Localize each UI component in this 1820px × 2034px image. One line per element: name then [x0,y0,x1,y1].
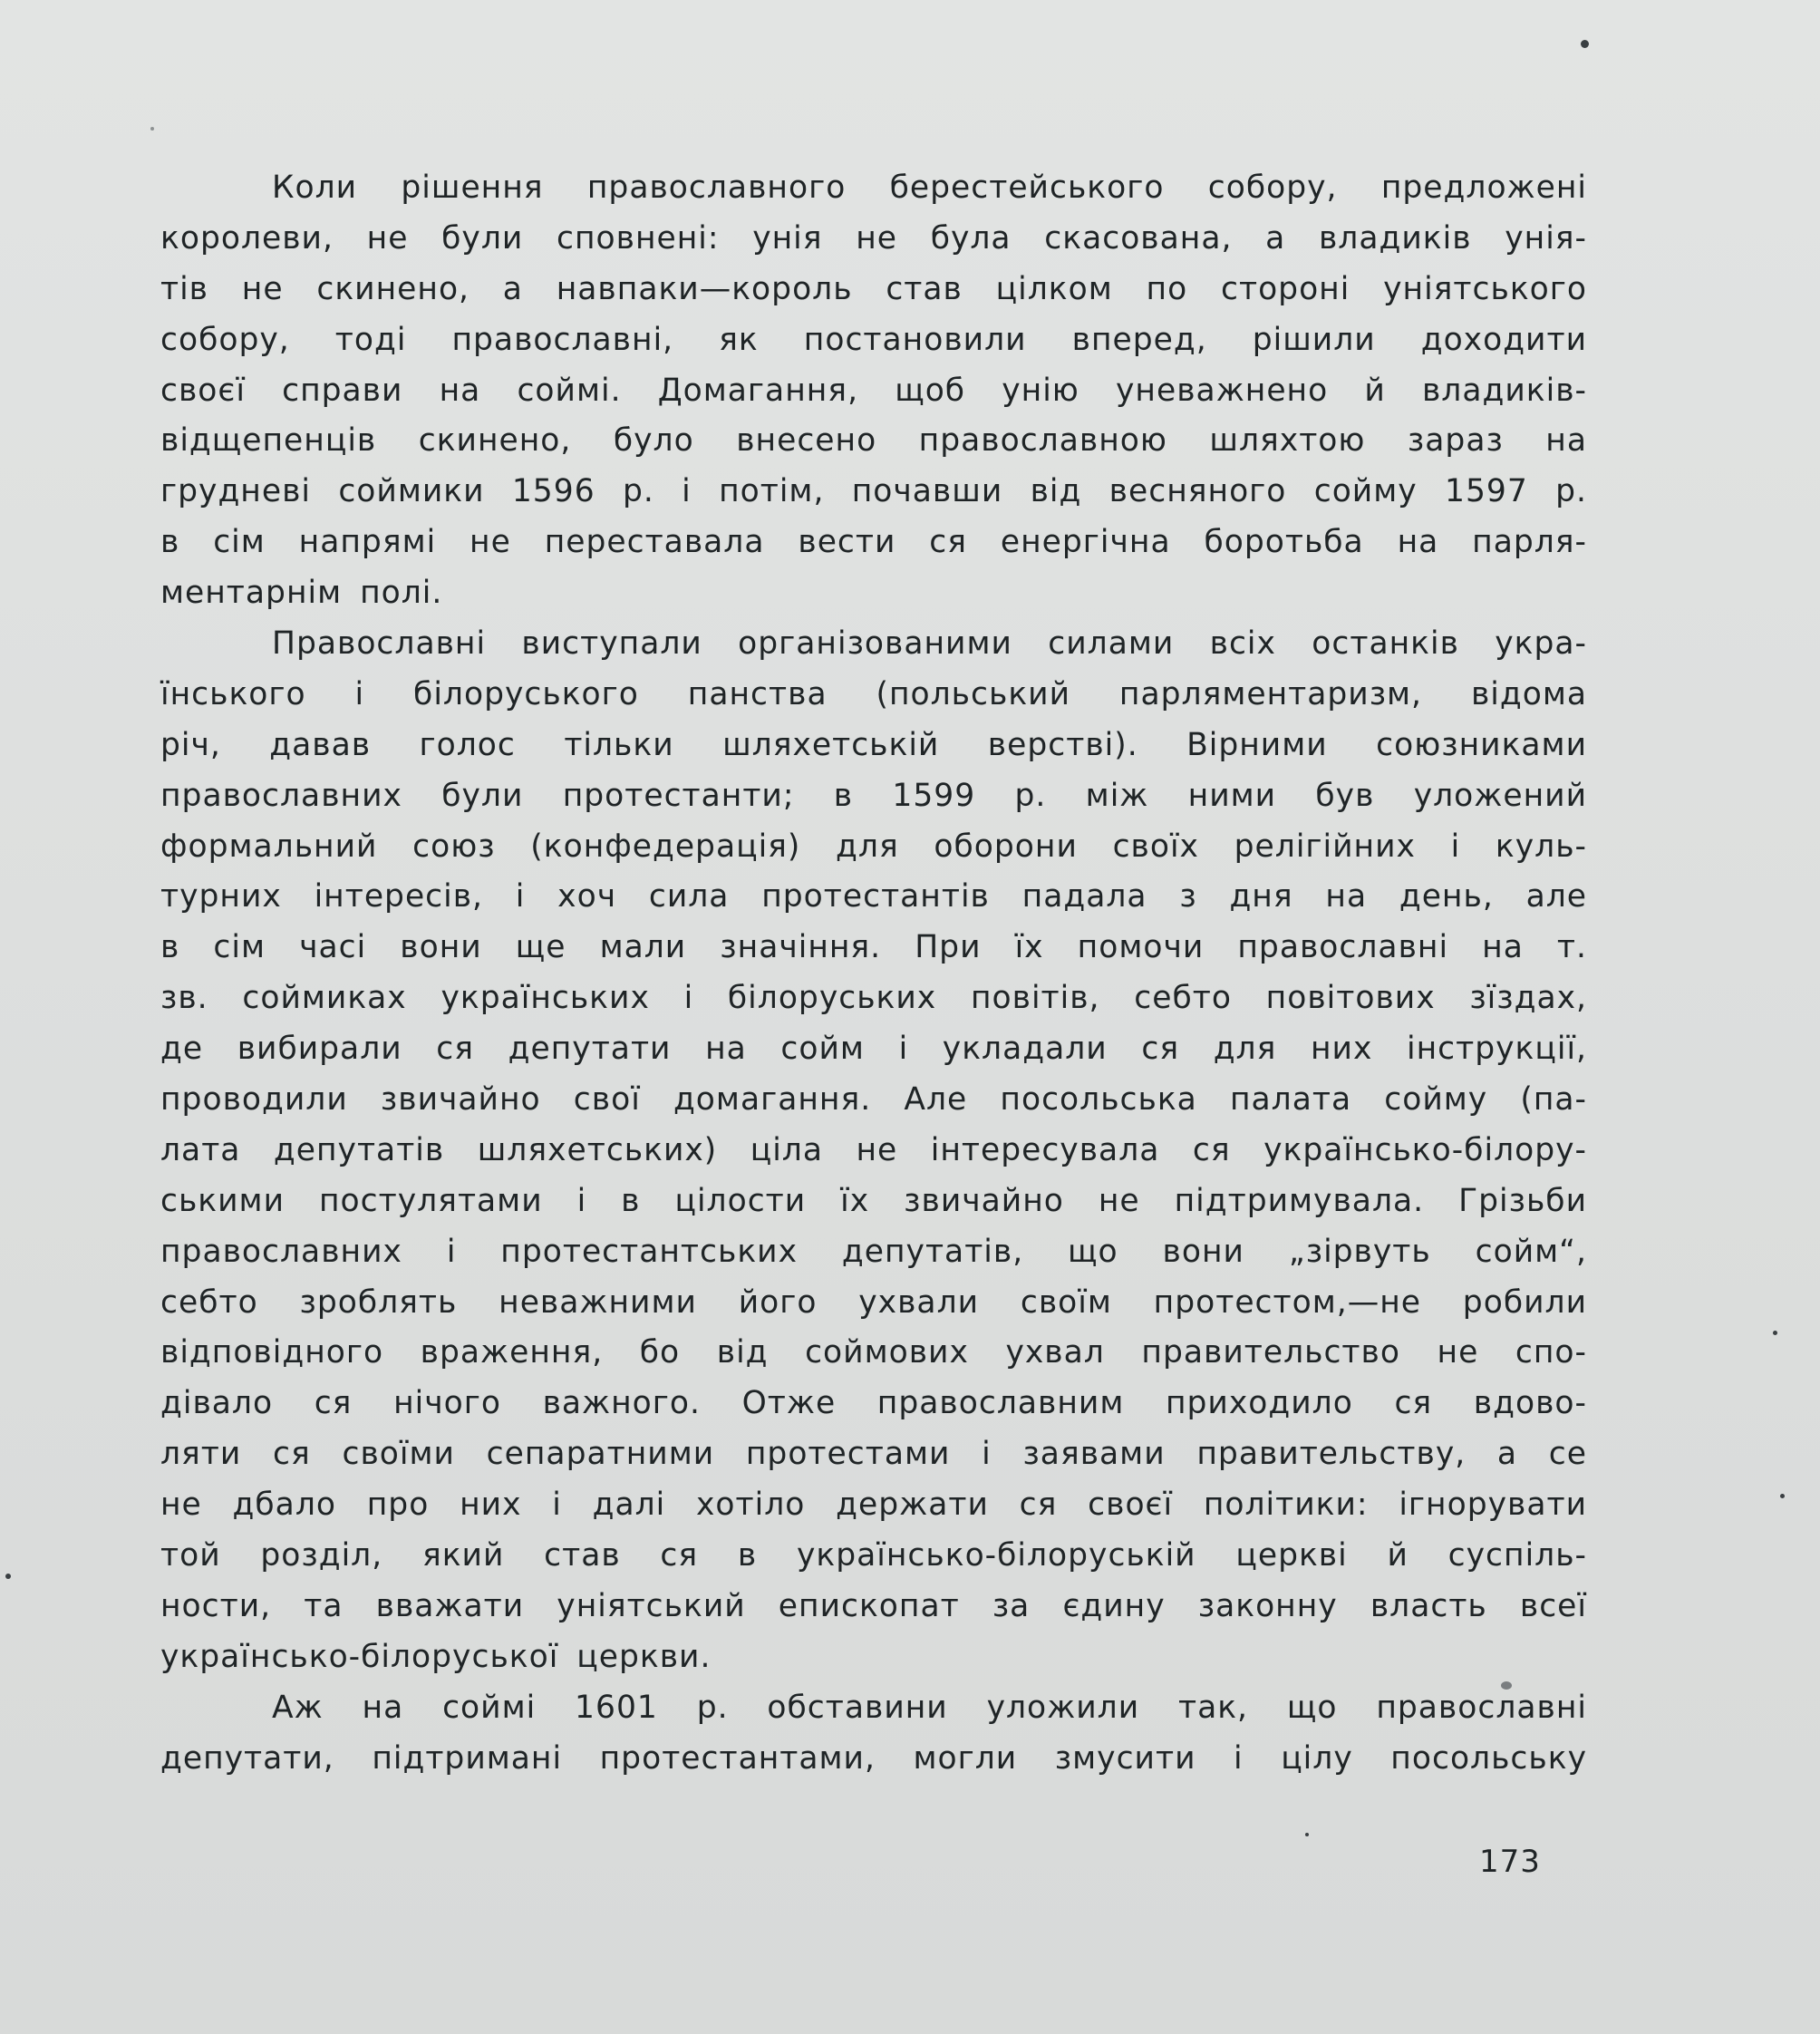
text-line: річ, давав голос тільки шляхетській верстві). Вірними союзниками [160,726,1587,763]
text-line: ности, та вважати уніятський епископат за єдину законну власть всеї [160,1587,1587,1624]
paragraph [160,619,1587,1683]
text-line: своєї справи на соймі. Домагання, щоб унію уневажнено й владиків- [160,372,1587,409]
scan-speck [1305,1833,1309,1836]
scan-speck [1501,1681,1512,1690]
text-line: себто зроблять неважними його ухвали своїм протестом,—не робили [160,1283,1587,1321]
text-line: їнського і білоруського панства (польський парляментаризм, відома [160,675,1587,712]
text-line: православних були протестанти; в 1599 р. між ними був уложений [160,777,1587,814]
text-line: ськими постулятами і в цілости їх звичайно не підтримувала. Грізьби [160,1182,1587,1219]
text-line: Аж на соймі 1601 р. обставини уложили так, що православні [272,1689,1587,1726]
text-line: українсько-білоруської церкви. [160,1638,712,1675]
text-line: дівало ся нічого важного. Отже православним приходило ся вдово- [160,1385,1587,1422]
scan-speck [150,127,154,131]
scan-speck [5,1574,11,1579]
text-line: грудневі соймики 1596 р. і потім, почавши від весняного сойму 1597 р. [160,473,1587,510]
scan-speck [1581,40,1589,48]
scan-speck [1780,1494,1785,1498]
text-line: відповідного враження, бо від соймових ухвал правительство не спо- [160,1334,1587,1371]
text-line: не дбало про них і далі хотіло держати ся своєї політики: ігнорувати [160,1487,1587,1524]
scan-speck [1773,1331,1777,1335]
text-line: той розділ, який став ся в українсько-білоруській церкві й суспіль- [160,1537,1587,1574]
text-line: лата депутатів шляхетських) ціла не інтересувала ся українсько-білору- [160,1131,1587,1168]
text-line: депутати, підтримані протестантами, могли змусити і цілу посольську [160,1739,1587,1777]
text-line: собору, тоді православні, як постановили вперед, рішили доходити [160,321,1587,358]
text-line: Коли рішення православного берестейського собору, предложені [272,170,1587,206]
text-line: турних інтересів, і хоч сила протестантів падала з дня на день, але [160,878,1587,915]
text-line: в сім часі вони ще мали значіння. При їх помочи православні на т. [160,929,1587,966]
text-line: зв. соймиках українських і білоруських повітів, себто повітових зїздах, [160,980,1587,1017]
text-line: відщепенців скинено, було внесено православною шляхтою зараз на [160,422,1587,460]
text-line: тів не скинено, а навпаки—король став цілком по стороні уніятського [160,270,1587,307]
page-number: 173 [1479,1844,1541,1880]
text-line: формальний союз (конфедерація) для оборони своїх релігійних і куль- [160,828,1587,865]
text-line: де вибирали ся депутати на сойм і укладали ся для них інструкції, [160,1031,1587,1068]
text-line: королеви, не були сповнені: унія не була скасована, а владиків унія- [160,219,1587,257]
text-line: ляти ся своїми сепаратними протестами і заявами правительству, а се [160,1436,1587,1473]
text-line: Православні виступали організованими силами всіх останків укра- [272,625,1587,663]
text-line: ментарнім полі. [160,575,443,612]
paragraph [160,1683,1587,1785]
text-line: проводили звичайно свої домагання. Але посольська палата сойму (па- [160,1081,1587,1119]
paragraph [160,163,1587,619]
text-line: в сім напрямі не переставала вести ся енергічна боротьба на парля- [160,524,1587,561]
body-text [160,163,1587,1785]
text-line: православних і протестантських депутатів, що вони „зірвуть сойм“, [160,1233,1587,1270]
